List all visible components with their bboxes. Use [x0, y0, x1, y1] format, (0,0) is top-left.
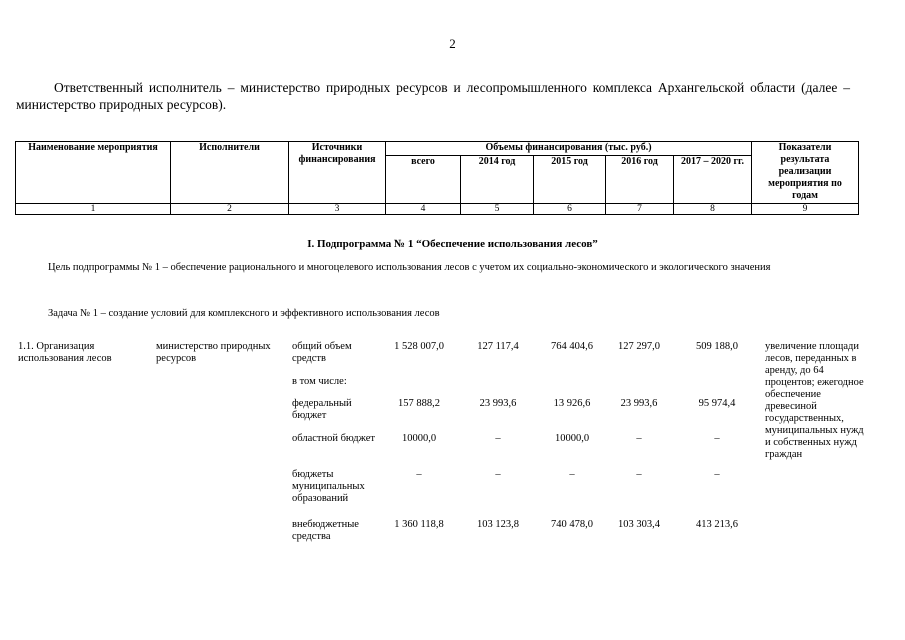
header-2014: 2014 год [461, 156, 534, 204]
value-2015: – [569, 469, 575, 480]
value-2016: – [636, 433, 642, 444]
source-label: бюджеты муниципальных образований [292, 469, 365, 504]
task-line: Задача № 1 – создание условий для комплексного и эффективного использования лесов [48, 308, 440, 319]
header-2017-2020: 2017 – 2020 гг. [674, 156, 752, 204]
header-2015: 2015 год [534, 156, 606, 204]
column-number: 3 [289, 204, 386, 215]
value-2016: 127 297,0 [618, 341, 660, 352]
value-2015: 13 926,6 [553, 398, 591, 409]
value-total: 10000,0 [401, 433, 437, 444]
header-total: всего [386, 156, 461, 204]
table-header [15, 141, 859, 215]
header-executors: Исполнители [171, 142, 289, 204]
activity-name: 1.1. Организация использования лесов [18, 341, 112, 364]
value-2014: 127 117,4 [477, 341, 519, 352]
column-number: 7 [606, 204, 674, 215]
value-2016: – [636, 469, 642, 480]
value-total: 1 528 007,0 [394, 341, 444, 352]
value-2014: – [495, 469, 501, 480]
column-number: 6 [534, 204, 606, 215]
value-total: 157 888,2 [398, 398, 440, 409]
section-title: I. Подпрограмма № 1 “Обеспечение использования лесов” [307, 238, 598, 250]
value-2017-2020: 95 974,4 [698, 398, 736, 409]
value-2015: 740 478,0 [551, 519, 593, 530]
activity-indicator: увеличение площади лесов, переданных в аренду, до 64 процентов; ежегодное обеспечение древесиной государственных, муниципальных нужд и собственных нужд граждан [765, 341, 864, 460]
source-label: внебюджетные средства [292, 519, 359, 542]
value-2017-2020: – [714, 469, 720, 480]
value-2015: 764 404,6 [551, 341, 593, 352]
column-number: 8 [674, 204, 752, 215]
column-number: 2 [171, 204, 289, 215]
activity-executor: министерство природных ресурсов [156, 341, 271, 364]
column-number: 4 [386, 204, 461, 215]
column-number: 1 [16, 204, 171, 215]
header-sources: Источники финансирования [289, 142, 386, 204]
value-2014: – [495, 433, 501, 444]
value-2014: 103 123,8 [477, 519, 519, 530]
header-activity-name: Наименование мероприятия [16, 142, 171, 204]
column-number: 9 [752, 204, 859, 215]
column-number: 5 [461, 204, 534, 215]
value-2015: 10000,0 [554, 433, 590, 444]
source-label: общий объем средств [292, 341, 352, 364]
source-label: федеральный бюджет [292, 398, 352, 421]
source-label: в том числе: [292, 376, 347, 387]
intro-paragraph: Ответственный исполнитель – министерство природных ресурсов и лесопромышленного комплекса Архангельской области (далее – министерство природных ресурсов). [16, 80, 850, 112]
value-2017-2020: 509 188,0 [696, 341, 738, 352]
value-total: – [416, 469, 422, 480]
source-label: областной бюджет [292, 433, 375, 444]
value-2014: 23 993,6 [479, 398, 517, 409]
header-volume-group: Объемы финансирования (тыс. руб.) [386, 142, 752, 156]
value-2016: 103 303,4 [618, 519, 660, 530]
value-2017-2020: 413 213,6 [696, 519, 738, 530]
value-total: 1 360 118,8 [394, 519, 444, 530]
header-2016: 2016 год [606, 156, 674, 204]
value-2016: 23 993,6 [620, 398, 658, 409]
goal-paragraph: Цель подпрограммы № 1 – обеспечение рационального и многоцелевого использования лесов с учетом их социально-экономического и экологического значения [48, 262, 771, 273]
page-number: 2 [449, 36, 456, 51]
value-2017-2020: – [714, 433, 720, 444]
header-indicators: Показатели результата реализации мероприятия по годам [752, 142, 859, 204]
